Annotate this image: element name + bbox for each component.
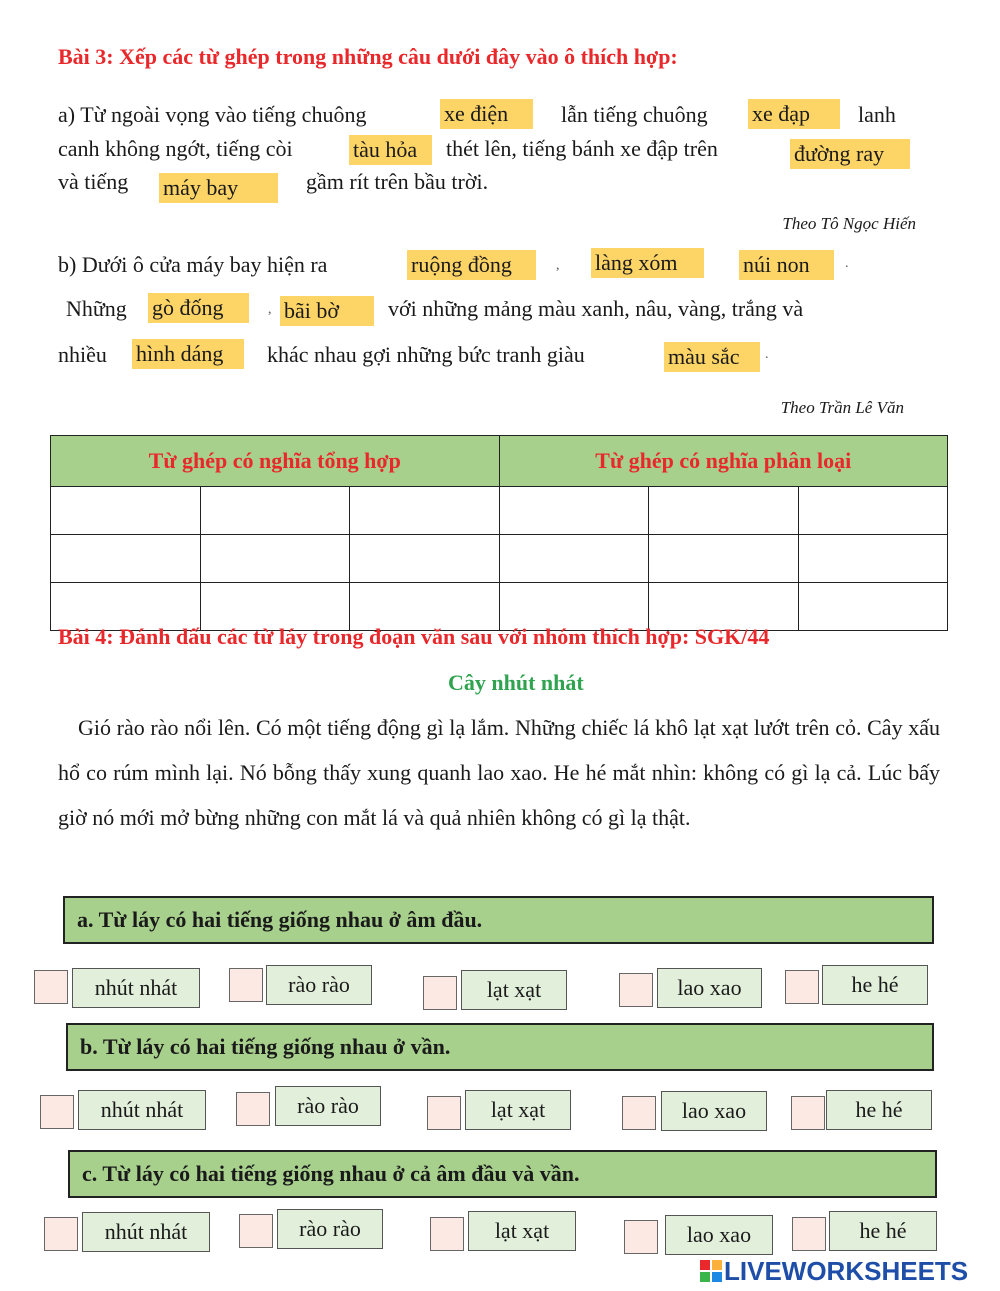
group-b-label: b. Từ láy có hai tiếng giống nhau ở vần.: [66, 1023, 934, 1071]
checkbox[interactable]: [430, 1217, 464, 1251]
drop-cell[interactable]: [350, 487, 500, 535]
answer-box[interactable]: hình dáng: [132, 339, 244, 369]
word-box: lạt xạt: [465, 1090, 571, 1130]
table-header-tong-hop: Từ ghép có nghĩa tổng hợp: [51, 436, 500, 487]
answer-box[interactable]: xe đạp: [748, 99, 840, 129]
text-a-line3-part2: gầm rít trên bầu trời.: [306, 169, 489, 194]
table-row: [51, 487, 948, 535]
checkbox[interactable]: [792, 1217, 826, 1251]
answer-box[interactable]: ruộng đồng: [407, 250, 536, 280]
drop-cell[interactable]: [51, 535, 201, 583]
word-box: he hé: [826, 1090, 932, 1130]
period: .: [845, 256, 849, 271]
group-a-label: a. Từ láy có hai tiếng giống nhau ở âm đầu.: [63, 896, 934, 944]
word-box: nhút nhát: [78, 1090, 206, 1130]
word-box: he hé: [829, 1211, 937, 1251]
answer-box[interactable]: máy bay: [159, 173, 278, 203]
checkbox[interactable]: [423, 976, 457, 1010]
text-a-line2-part2: thét lên, tiếng bánh xe đập trên: [446, 136, 718, 161]
answer-box[interactable]: đường ray: [790, 139, 910, 169]
story-title: Cây nhút nhát: [448, 670, 584, 695]
answer-box[interactable]: gò đống: [148, 293, 249, 323]
checkbox[interactable]: [791, 1096, 825, 1130]
text-a-line1-part2: lẫn tiếng chuông: [561, 102, 708, 127]
drop-cell[interactable]: [200, 535, 350, 583]
answer-box[interactable]: màu sắc: [664, 342, 760, 372]
exercise-3-title: Bài 3: Xếp các từ ghép trong những câu dưới đây vào ô thích hợp:: [58, 44, 678, 69]
word-box: lao xao: [661, 1091, 767, 1131]
checkbox[interactable]: [229, 968, 263, 1002]
drop-cell[interactable]: [798, 583, 948, 631]
answer-box[interactable]: bãi bờ: [280, 296, 374, 326]
text-b-line2-part2: với những mảng màu xanh, nâu, vàng, trắng và: [388, 296, 804, 321]
answer-box[interactable]: tàu hỏa: [349, 135, 432, 165]
word-box: nhút nhát: [72, 968, 200, 1008]
table-row: [51, 535, 948, 583]
word-box: he hé: [822, 965, 928, 1005]
answer-box[interactable]: làng xóm: [591, 248, 704, 278]
source-a: Theo Tô Ngọc Hiến: [782, 214, 916, 233]
word-box: nhút nhát: [82, 1212, 210, 1252]
checkbox[interactable]: [44, 1217, 78, 1251]
drop-cell[interactable]: [798, 487, 948, 535]
source-b: Theo Trần Lê Văn: [780, 398, 904, 417]
drop-cell[interactable]: [499, 487, 649, 535]
checkbox[interactable]: [236, 1092, 270, 1126]
checkbox[interactable]: [785, 970, 819, 1004]
checkbox[interactable]: [624, 1220, 658, 1254]
story-paragraph: Gió rào rào nổi lên. Có một tiếng động gì lạ lắm. Những chiếc lá khô lạt xạt lướt trên cỏ. Cây xấu hổ co rúm mình lại. Nó bỗng thấy xung quanh lao xao. He hé mắt nhìn: không có gì lạ cả. Lúc bấy giờ nó mới mở bừng những con mắt lá và quả nhiên không có gì lạ thật.: [58, 715, 940, 830]
period: .: [765, 347, 769, 362]
drop-cell[interactable]: [200, 487, 350, 535]
text-a-line2-part1: canh không ngớt, tiếng còi: [58, 136, 293, 161]
liveworksheets-logo: [700, 1256, 968, 1287]
comma: ,: [556, 258, 560, 273]
word-box: lạt xạt: [461, 970, 567, 1010]
checkbox[interactable]: [427, 1096, 461, 1130]
word-box: rào rào: [275, 1086, 381, 1126]
answer-box[interactable]: xe điện: [440, 99, 533, 129]
logo-text: LIVEWORKSHEETS: [724, 1256, 969, 1286]
drop-cell[interactable]: [649, 487, 799, 535]
checkbox[interactable]: [619, 973, 653, 1007]
checkbox[interactable]: [239, 1214, 273, 1248]
text-a-line1-part1: a) Từ ngoài vọng vào tiếng chuông: [58, 102, 367, 127]
word-box: rào rào: [266, 965, 372, 1005]
drop-cell[interactable]: [798, 535, 948, 583]
checkbox[interactable]: [34, 970, 68, 1004]
comma: ,: [268, 302, 272, 317]
checkbox[interactable]: [622, 1096, 656, 1130]
text-b-line1-part1: b) Dưới ô cửa máy bay hiện ra: [58, 252, 328, 277]
drop-cell[interactable]: [649, 535, 799, 583]
word-box: rào rào: [277, 1209, 383, 1249]
word-box: lao xao: [665, 1215, 773, 1255]
classification-table: [50, 435, 948, 631]
drop-cell[interactable]: [350, 535, 500, 583]
group-c-label: c. Từ láy có hai tiếng giống nhau ở cả âm đầu và vần.: [68, 1150, 937, 1198]
text-b-line3-part1: nhiều: [58, 342, 107, 367]
text-b-line3-part2: khác nhau gợi những bức tranh giàu: [267, 342, 585, 367]
exercise-4-title: Bài 4: Đánh dấu các từ láy trong đoạn văn sau với nhóm thích hợp: SGK/44: [58, 624, 770, 649]
checkbox[interactable]: [40, 1095, 74, 1129]
drop-cell[interactable]: [499, 535, 649, 583]
text-a-line1-part3: lanh: [858, 102, 896, 127]
table-header-phan-loai: Từ ghép có nghĩa phân loại: [499, 436, 948, 487]
answer-box[interactable]: núi non: [739, 250, 834, 280]
liveworksheets-icon: [700, 1260, 722, 1282]
word-box: lạt xạt: [468, 1211, 576, 1251]
word-box: lao xao: [657, 968, 762, 1008]
drop-cell[interactable]: [51, 487, 201, 535]
text-a-line3-part1: và tiếng: [58, 169, 129, 194]
text-b-line2-part1: Những: [66, 296, 127, 321]
